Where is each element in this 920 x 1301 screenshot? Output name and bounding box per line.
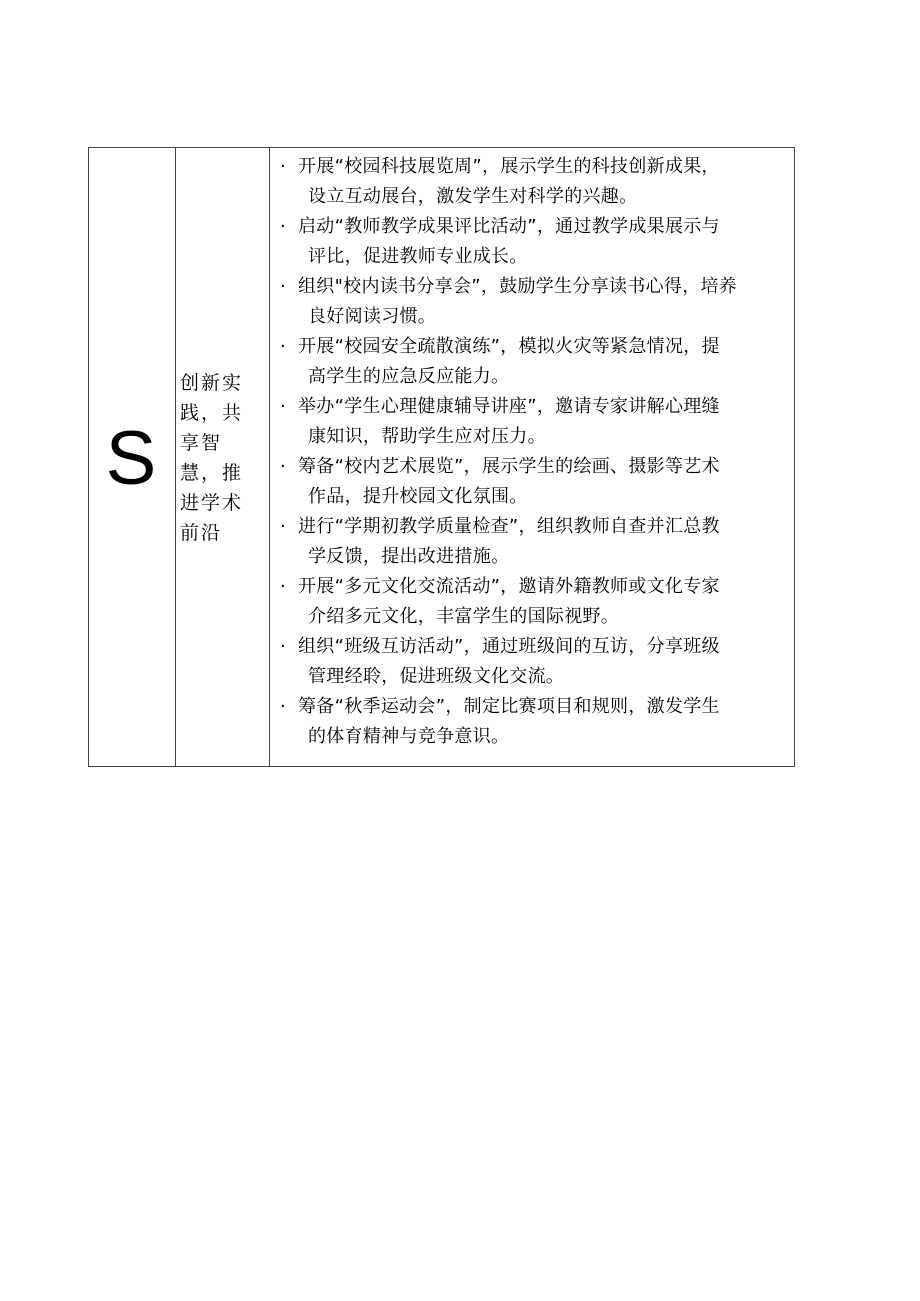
list-item-text [298, 512, 790, 572]
bullet-icon: · [279, 576, 287, 597]
list-item [270, 392, 794, 452]
list-item [270, 332, 794, 392]
list-item [270, 272, 794, 332]
list-item [270, 692, 794, 752]
bullet-icon: · [279, 516, 287, 537]
list-item-line2: 学反馈，提出改进措施。 [308, 546, 510, 567]
plan-table [88, 147, 795, 767]
list-item-line1: 筹备“秋季运动会”，制定比赛项目和规则，激发学生 [298, 696, 720, 717]
list-item-line1: 组织"校内读书分享会”，鼓励学生分享读书心得，培养 [298, 276, 738, 297]
list-item-line2: 评比，促进教师专业成长。 [308, 246, 528, 267]
list-item-text [298, 572, 790, 632]
letter-cell [89, 148, 176, 767]
list-item [270, 452, 794, 512]
items-cell [270, 148, 795, 767]
list-item-line2: 作品，提升校园文化氛围。 [308, 486, 528, 507]
bullet-icon: · [279, 636, 287, 657]
list-item-line1: 筹备“校内艺术展览”，展示学生的绘画、摄影等艺术 [298, 456, 720, 477]
bullet-icon: · [279, 216, 287, 237]
list-item-text [298, 152, 790, 212]
list-item-text [298, 392, 790, 452]
bullet-icon: · [279, 696, 287, 717]
list-item [270, 152, 794, 212]
list-item-text [298, 212, 790, 272]
list-item-line2: 良好阅读习惯。 [308, 306, 437, 327]
list-item [270, 512, 794, 572]
list-item-line1: 进行“学期初教学质量检查”，组织教师自查并汇总教 [298, 516, 720, 537]
bullet-icon: · [279, 336, 287, 357]
list-item-text [298, 452, 790, 512]
list-item-line1: 开展“校园安全疏散演练”，模拟火灾等紧急情况，提 [298, 336, 720, 357]
list-item-line2: 高学生的应急反应能力。 [308, 366, 510, 387]
list-item [270, 572, 794, 632]
list-item-text [298, 692, 790, 752]
theme-cell [176, 148, 270, 767]
bullet-icon: · [279, 276, 287, 297]
theme-text: 创新实践，共享智慧，推进学术前沿 [180, 372, 244, 544]
list-item-text [298, 332, 790, 392]
bullet-icon: · [279, 396, 287, 417]
list-item-line2: 的体育精神与竞争意识。 [308, 726, 510, 747]
list-item-line1: 开展“校园科技展览周”，展示学生的科技创新成果， [298, 156, 720, 177]
table-row [89, 148, 795, 767]
list-item-line2: 介绍多元文化，丰富学生的国际视野。 [308, 606, 620, 627]
list-item-line2: 康知识，帮助学生应对压力。 [308, 426, 546, 447]
bullet-icon: · [279, 156, 287, 177]
activity-list [270, 152, 794, 752]
section-letter: S [105, 416, 157, 501]
list-item-line2: 管理经聆，促进班级文化交流。 [308, 666, 565, 687]
list-item-line2: 设立互动展台，激发学生对科学的兴趣。 [308, 186, 638, 207]
list-item-text [298, 272, 790, 332]
list-item-line1: 组织“班级互访活动”，通过班级间的互访，分享班级 [298, 636, 720, 657]
list-item [270, 212, 794, 272]
list-item [270, 632, 794, 692]
list-item-line1: 举办“学生心理健康辅导讲座”，邀请专家讲解心理缝 [298, 396, 720, 417]
list-item-text [298, 632, 790, 692]
list-item-line1: 启动“教师教学成果评比活动”，通过教学成果展示与 [298, 216, 720, 237]
list-item-line1: 开展“多元文化交流活动”，邀请外籍教师或文化专家 [298, 576, 720, 597]
bullet-icon: · [279, 456, 287, 477]
